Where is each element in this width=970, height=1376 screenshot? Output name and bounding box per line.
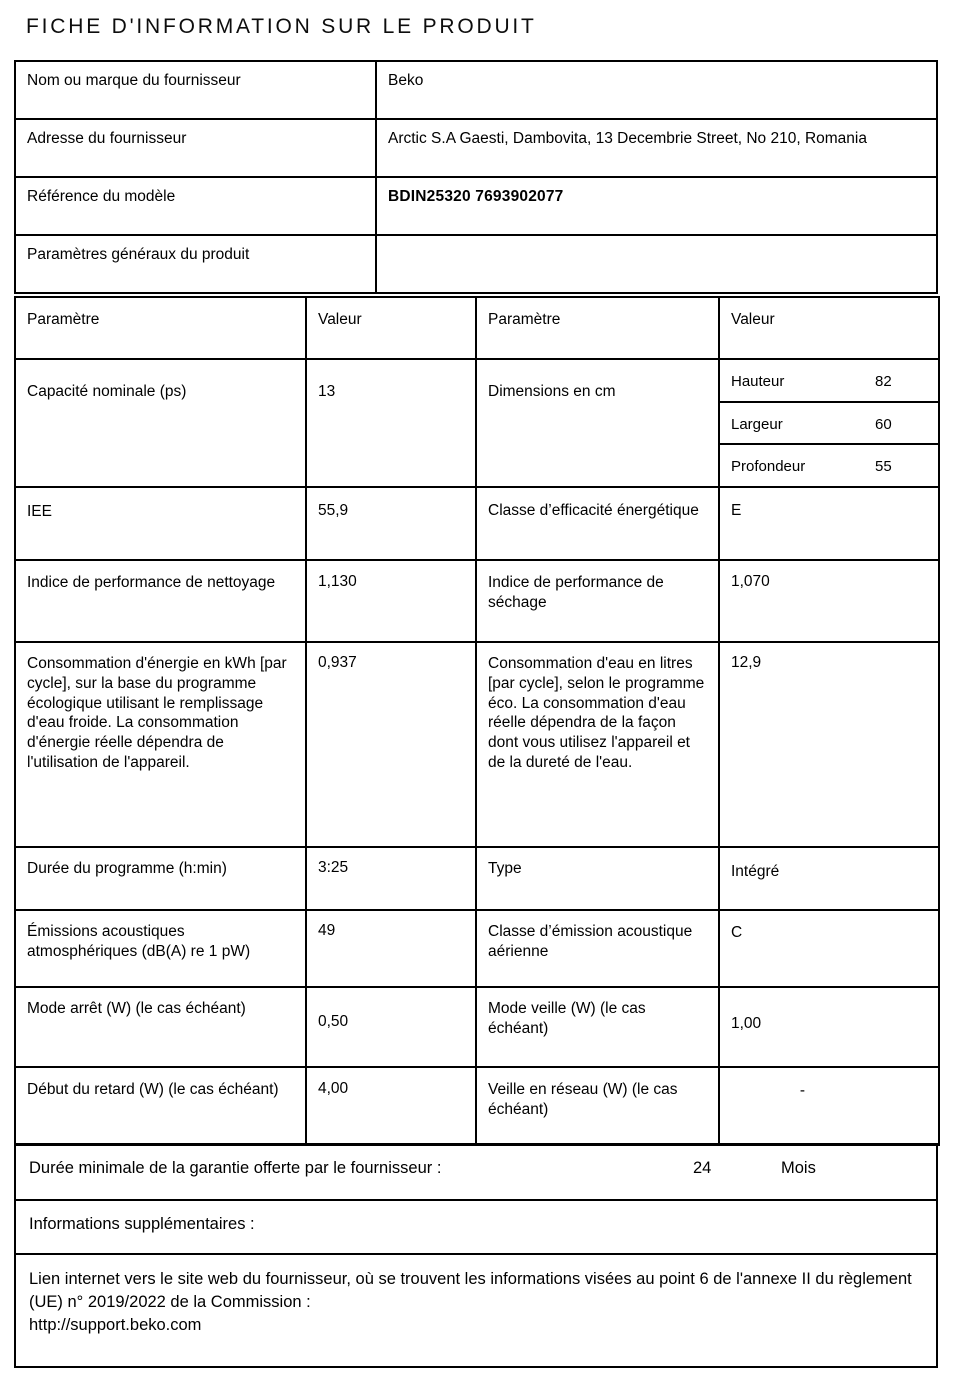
warranty-cell <box>15 1144 937 1200</box>
energy-consumption-value: 0,937 <box>306 642 476 847</box>
supplier-website-url[interactable]: http://support.beko.com <box>29 1315 202 1334</box>
product-parameters-table <box>14 296 940 1146</box>
supplier-info-table <box>14 60 938 294</box>
table-row-additional-info <box>15 1200 937 1254</box>
column-header-value-1: Valeur <box>306 297 476 359</box>
dimension-height-label: Hauteur <box>720 360 864 402</box>
table-row <box>15 235 937 293</box>
additional-info-label: Informations supplémentaires : <box>15 1200 937 1254</box>
warranty-value: 24 <box>693 1159 712 1177</box>
web-link-cell <box>15 1254 937 1367</box>
off-mode-value: 0,50 <box>306 987 476 1067</box>
iee-label: IEE <box>15 487 306 560</box>
column-header-value-2: Valeur <box>719 297 939 359</box>
cleaning-performance-index-label: Indice de performance de nettoyage <box>15 560 306 642</box>
dimensions-values-cell <box>719 359 939 487</box>
dimension-width-label: Largeur <box>720 402 864 444</box>
table-row <box>720 444 938 486</box>
table-row <box>15 119 937 177</box>
table-row-delay-network <box>15 1067 939 1145</box>
standby-mode-label: Mode veille (W) (le cas échéant) <box>476 987 719 1067</box>
general-parameters-value <box>376 235 937 293</box>
model-reference-value: BDIN25320 7693902077 <box>376 177 937 235</box>
warranty-label: Durée minimale de la garantie offerte par le fournisseur : <box>29 1159 442 1177</box>
table-row <box>720 360 938 402</box>
dimensions-table <box>720 360 938 486</box>
dimension-height-value: 82 <box>864 360 938 402</box>
dimension-width-value: 60 <box>864 402 938 444</box>
supplier-address-label: Adresse du fournisseur <box>15 119 376 177</box>
table-row-power-modes <box>15 987 939 1067</box>
table-row <box>15 177 937 235</box>
energy-consumption-label: Consommation d'énergie en kWh [par cycle], sur la base du programme écologique utilisant le remplissage d'eau froide. La consommation d'énergie réelle dépendra de l'utilisation de l'appareil. <box>15 642 306 847</box>
acoustic-emissions-value: 49 <box>306 910 476 987</box>
table-header-row <box>15 297 939 359</box>
acoustic-emission-class-label: Classe d’émission acoustique aérienne <box>476 910 719 987</box>
table-row-performance-indices <box>15 560 939 642</box>
page-title: FICHE D'INFORMATION SUR LE PRODUIT <box>26 15 537 38</box>
web-link-description: Lien internet vers le site web du fournisseur, où se trouvent les informations visées au point 6 de l'annexe II du règlement (UE) n° 2019/2022 de la Commission : <box>29 1270 912 1311</box>
standby-mode-value: 1,00 <box>719 987 939 1067</box>
energy-efficiency-class-label: Classe d’efficacité énergétique <box>476 487 719 560</box>
cleaning-performance-index-value: 1,130 <box>306 560 476 642</box>
energy-efficiency-class-value: E <box>719 487 939 560</box>
table-row <box>720 402 938 444</box>
table-row-duration-type <box>15 847 939 910</box>
general-parameters-label: Paramètres généraux du produit <box>15 235 376 293</box>
off-mode-label: Mode arrêt (W) (le cas échéant) <box>15 987 306 1067</box>
supplier-address-value: Arctic S.A Gaesti, Dambovita, 13 Decembrie Street, No 210, Romania <box>376 119 937 177</box>
drying-performance-index-value: 1,070 <box>719 560 939 642</box>
model-reference-label: Référence du modèle <box>15 177 376 235</box>
dimensions-label: Dimensions en cm <box>476 359 719 487</box>
type-value: Intégré <box>719 847 939 910</box>
supplier-name-label: Nom ou marque du fournisseur <box>15 61 376 119</box>
drying-performance-index-label: Indice de performance de séchage <box>476 560 719 642</box>
column-header-parameter-2: Paramètre <box>476 297 719 359</box>
table-row-warranty <box>15 1144 937 1200</box>
type-label: Type <box>476 847 719 910</box>
iee-value: 55,9 <box>306 487 476 560</box>
table-row-iee-energy-class <box>15 487 939 560</box>
nominal-capacity-label: Capacité nominale (ps) <box>15 359 306 487</box>
program-duration-value: 3:25 <box>306 847 476 910</box>
table-row <box>15 61 937 119</box>
water-consumption-value: 12,9 <box>719 642 939 847</box>
nominal-capacity-value: 13 <box>306 359 476 487</box>
network-standby-value: - <box>719 1067 939 1145</box>
acoustic-emission-class-value: C <box>719 910 939 987</box>
warranty-line <box>29 1158 925 1179</box>
program-duration-label: Durée du programme (h:min) <box>15 847 306 910</box>
dimension-depth-value: 55 <box>875 458 892 476</box>
table-row-consumption <box>15 642 939 847</box>
delay-start-label: Début du retard (W) (le cas échéant) <box>15 1067 306 1145</box>
table-row-capacity-dimensions <box>15 359 939 487</box>
dimension-depth-label: Profondeur <box>731 458 806 476</box>
delay-start-value: 4,00 <box>306 1067 476 1145</box>
column-header-parameter-1: Paramètre <box>15 297 306 359</box>
footer-info-table <box>14 1143 938 1368</box>
network-standby-label: Veille en réseau (W) (le cas échéant) <box>476 1067 719 1145</box>
table-row-web-link <box>15 1254 937 1367</box>
warranty-unit: Mois <box>781 1159 816 1177</box>
supplier-name-value: Beko <box>376 61 937 119</box>
acoustic-emissions-label: Émissions acoustiques atmosphériques (dB(A) re 1 pW) <box>15 910 306 987</box>
table-row-acoustic <box>15 910 939 987</box>
water-consumption-label: Consommation d'eau en litres [par cycle], selon le programme éco. La consommation d'eau réelle dépendra de la façon dont vous utilisez l'appareil et de la dureté de l'eau. <box>476 642 719 847</box>
